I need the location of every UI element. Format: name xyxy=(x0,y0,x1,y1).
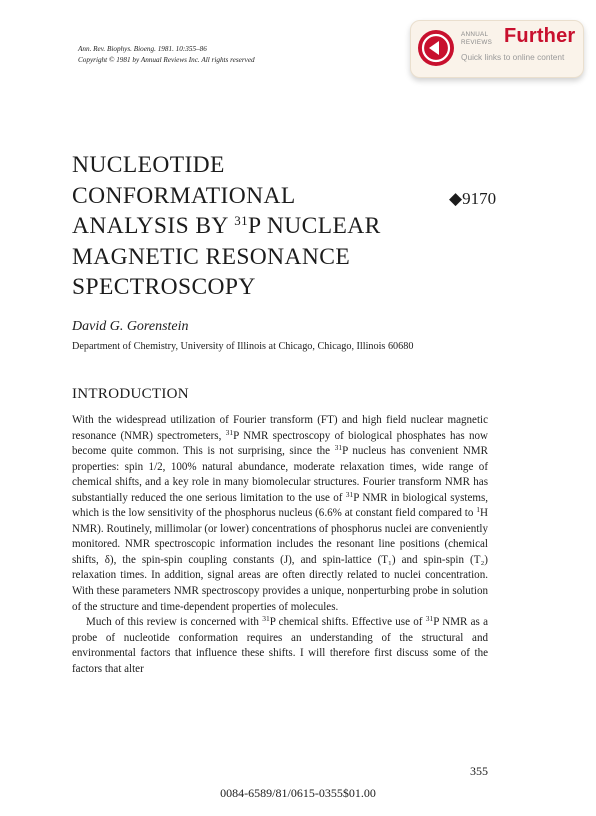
citation-header xyxy=(78,44,255,66)
title-line-3-start: ANALYSIS BY xyxy=(72,213,235,239)
citation-line-1: Ann. Rev. Biophys. Bioeng. 1981. 10:355–86 xyxy=(78,45,207,53)
text-run: P nucleus has convenient NMR properties: spin 1/2, 100% natural abundance, moderate relaxation times, wide range of chemical shifts, and a key role in many biomolecular structures. Fourier transform NMR has substantially reduced the one serious limitation to the use of xyxy=(72,445,489,504)
isotope-superscript: 31 xyxy=(225,427,234,437)
text-run: P NMR spectroscopy of biological phosphates has now become quite common. This is not surprising, since the xyxy=(72,429,488,458)
isotope-superscript: 31 xyxy=(262,614,270,624)
author-affiliation: Department of Chemistry, University of Illinois at Chicago, Chicago, Illinois 60680 xyxy=(72,341,414,352)
title-line-4: MAGNETIC RESONANCE xyxy=(72,243,351,270)
article-title xyxy=(72,150,432,303)
text-run: P NMR as a probe of nucleotide conformation requires an understanding of the structural and environmental factors that influence these shifts. I will therefore first discuss some of the factors that alter xyxy=(72,616,489,675)
text-run: P chemical shifts. Effective use of xyxy=(269,616,426,629)
text-run: H NMR). Routinely, millimolar (or lower) concentrations of phosphorus nuclei are conveniently monitored. NMR spectroscopic information includes the resonant line positions (chemical shifts, δ), the spin-spin coupling constants (J), and spin-lattice (T₁) and spin-spin (T₂) relaxation times. In addition, signal areas are often directly related to nuclei concentration. With these parameters NMR spectroscopy provides a unique, nonperturbing probe in solution of the structure and time-dependent properties of molecules. xyxy=(72,507,488,613)
article-code: ◆9170 xyxy=(449,189,497,208)
isotope-superscript: 31 xyxy=(345,489,354,499)
citation-line-2: Copyright © 1981 by Annual Reviews Inc. All rights reserved xyxy=(78,56,255,64)
paragraph-1 xyxy=(72,413,488,615)
title-line-3-end: P NUCLEAR xyxy=(248,213,381,239)
annual-reviews-arrow-icon xyxy=(417,29,455,67)
section-heading: INTRODUCTION xyxy=(72,386,189,402)
page-number: 355 xyxy=(470,764,488,778)
isotope-superscript: 31 xyxy=(334,443,343,453)
badge-subtitle: Quick links to online content xyxy=(461,52,565,62)
isotope-superscript: 1 xyxy=(476,505,481,515)
title-line-5: SPECTROSCOPY xyxy=(72,274,256,300)
title-line-2: CONFORMATIONAL xyxy=(72,182,296,209)
title-line-3 xyxy=(72,211,432,242)
further-links-badge[interactable] xyxy=(410,20,584,78)
text-run: P NMR in biological systems, which is the low sensitivity of the phosphorus nucleus (6.6% at constant field compared to xyxy=(72,491,489,520)
publisher-line-2: REVIEWS xyxy=(461,38,493,46)
title-isotope-superscript: 31 xyxy=(234,213,248,228)
text-run: With the widespread utilization of Fourier transform (FT) and high field nuclear magnetic resonance (NMR) spectrometers, xyxy=(72,414,488,442)
article-body xyxy=(72,413,488,677)
badge-title: Further xyxy=(504,25,576,47)
footer-code: 0084-6589/81/0615-0355$01.00 xyxy=(220,786,376,800)
paragraph-2 xyxy=(72,615,488,677)
publisher-name xyxy=(461,31,492,46)
isotope-superscript: 31 xyxy=(425,614,434,624)
text-run: Much of this review is concerned with xyxy=(86,616,263,629)
title-line-1: NUCLEOTIDE xyxy=(72,152,225,178)
publisher-line-1: ANNUAL xyxy=(461,31,489,38)
author-name: David G. Gorenstein xyxy=(72,319,189,334)
